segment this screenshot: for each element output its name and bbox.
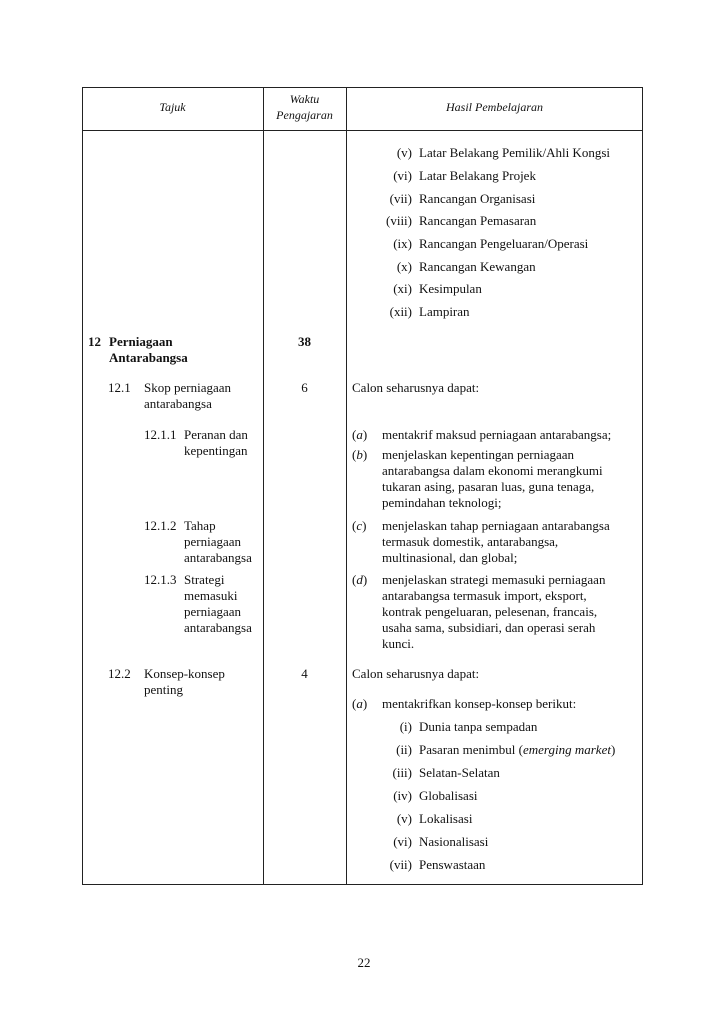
section-title: Antarabangsa [109, 350, 188, 365]
list-item-text: Kesimpulan [419, 281, 482, 296]
topic-number: 12.1.3 [144, 572, 177, 587]
outcome-text: menjelaskan strategi memasuki perniagaan [382, 572, 606, 587]
outcome-letter: (a) [352, 696, 368, 711]
list-item-text: Rancangan Pengeluaran/Operasi [419, 236, 589, 251]
list-item-text: Latar Belakang Pemilik/Ahli Kongsi [419, 145, 610, 160]
outcome-text: kontrak pengeluaran, pelesenan, francais, [382, 604, 598, 619]
outcome-text: mentakrifkan konsep-konsep berikut: [382, 696, 577, 711]
subsection-title: Skop perniagaan [144, 380, 232, 395]
outcome-text: antarabangsa dalam ekonomi merangkumi [382, 463, 603, 478]
header-time-line1: Waktu [289, 92, 320, 106]
concept-num: (iii) [392, 765, 412, 780]
list-item-num: (vi) [393, 168, 412, 183]
topic-title: Strategi [184, 572, 225, 587]
header-outcome: Hasil Pembelajaran [446, 100, 543, 114]
outcome-text: kunci. [382, 636, 415, 651]
header-divider [82, 130, 643, 131]
list-item-num: (xi) [393, 281, 412, 296]
concept-num: (i) [399, 719, 412, 734]
topic-title: Peranan dan [184, 427, 248, 442]
outcome-intro: Calon seharusnya dapat: [352, 666, 480, 681]
list-item-num: (ix) [393, 236, 412, 251]
list-item-num: (viii) [386, 213, 412, 228]
outcome-intro: Calon seharusnya dapat: [352, 380, 480, 395]
topic-title: antarabangsa [184, 550, 252, 565]
concept-num: (v) [396, 811, 412, 826]
subsection-title: penting [144, 682, 183, 697]
outcome-text: menjelaskan tahap perniagaan antarabangsa [382, 518, 610, 533]
section-hours: 38 [298, 334, 311, 349]
concept-text: Penswastaan [419, 857, 486, 872]
concept-text: Selatan-Selatan [419, 765, 500, 780]
concept-num: (vi) [393, 834, 412, 849]
concept-text: Lokalisasi [419, 811, 473, 826]
outcome-text: usaha sama, subsidiari, dan operasi serah [382, 620, 596, 635]
outcome-letter: (a) [352, 427, 368, 442]
list-item-text: Lampiran [419, 304, 470, 319]
outcome-text: pemindahan teknologi; [382, 495, 502, 510]
section-title: Perniagaan [109, 334, 173, 349]
outcome-letter: (c) [352, 518, 367, 533]
concept-text: Nasionalisasi [419, 834, 489, 849]
outcome-text: menjelaskan kepentingan perniagaan [382, 447, 575, 462]
outcome-letter: (b) [352, 447, 368, 462]
list-item-num: (x) [396, 259, 412, 274]
topic-title: perniagaan [184, 604, 242, 619]
outcome-text: termasuk domestik, antarabangsa, [382, 534, 559, 549]
concept-num: (iv) [393, 788, 412, 803]
subsection-title: Konsep-konsep [144, 666, 225, 681]
topic-number: 12.1.1 [144, 427, 177, 442]
concept-num: (ii) [396, 742, 412, 757]
outcome-text: antarabangsa termasuk import, eksport, [382, 588, 587, 603]
concept-text: Globalisasi [419, 788, 478, 803]
header-time-line2: Pengajaran [276, 108, 333, 122]
subsection-hours: 4 [301, 666, 308, 681]
concept-num: (vii) [389, 857, 412, 872]
list-item-text: Rancangan Organisasi [419, 191, 536, 206]
column-divider [346, 87, 347, 885]
subsection-number: 12.1 [108, 380, 131, 395]
outcome-text: tukaran asing, pasaran luas, guna tenaga, [382, 479, 595, 494]
topic-title: kepentingan [184, 443, 248, 458]
topic-number: 12.1.2 [144, 518, 177, 533]
subsection-title: antarabangsa [144, 396, 212, 411]
list-item-text: Latar Belakang Projek [419, 168, 536, 183]
column-divider [263, 87, 264, 885]
list-item-text: Rancangan Kewangan [419, 259, 536, 274]
outcome-letter: (d) [352, 572, 368, 587]
outcome-text: multinasional, dan global; [382, 550, 518, 565]
list-item-num: (xii) [389, 304, 412, 319]
topic-title: memasuki [184, 588, 238, 603]
topic-title: antarabangsa [184, 620, 252, 635]
subsection-number: 12.2 [108, 666, 131, 681]
concept-text: Dunia tanpa sempadan [419, 719, 538, 734]
list-item-num: (vii) [389, 191, 412, 206]
list-item-text: Rancangan Pemasaran [419, 213, 537, 228]
concept-text: Pasaran menimbul (emerging market) [419, 742, 616, 757]
outcome-text: mentakrif maksud perniagaan antarabangsa; [382, 427, 612, 442]
header-topic: Tajuk [159, 100, 186, 114]
topic-title: perniagaan [184, 534, 242, 549]
list-item-num: (v) [396, 145, 412, 160]
topic-title: Tahap [184, 518, 216, 533]
subsection-hours: 6 [301, 380, 308, 395]
section-number: 12 [88, 334, 101, 349]
page-number: 22 [357, 955, 371, 970]
